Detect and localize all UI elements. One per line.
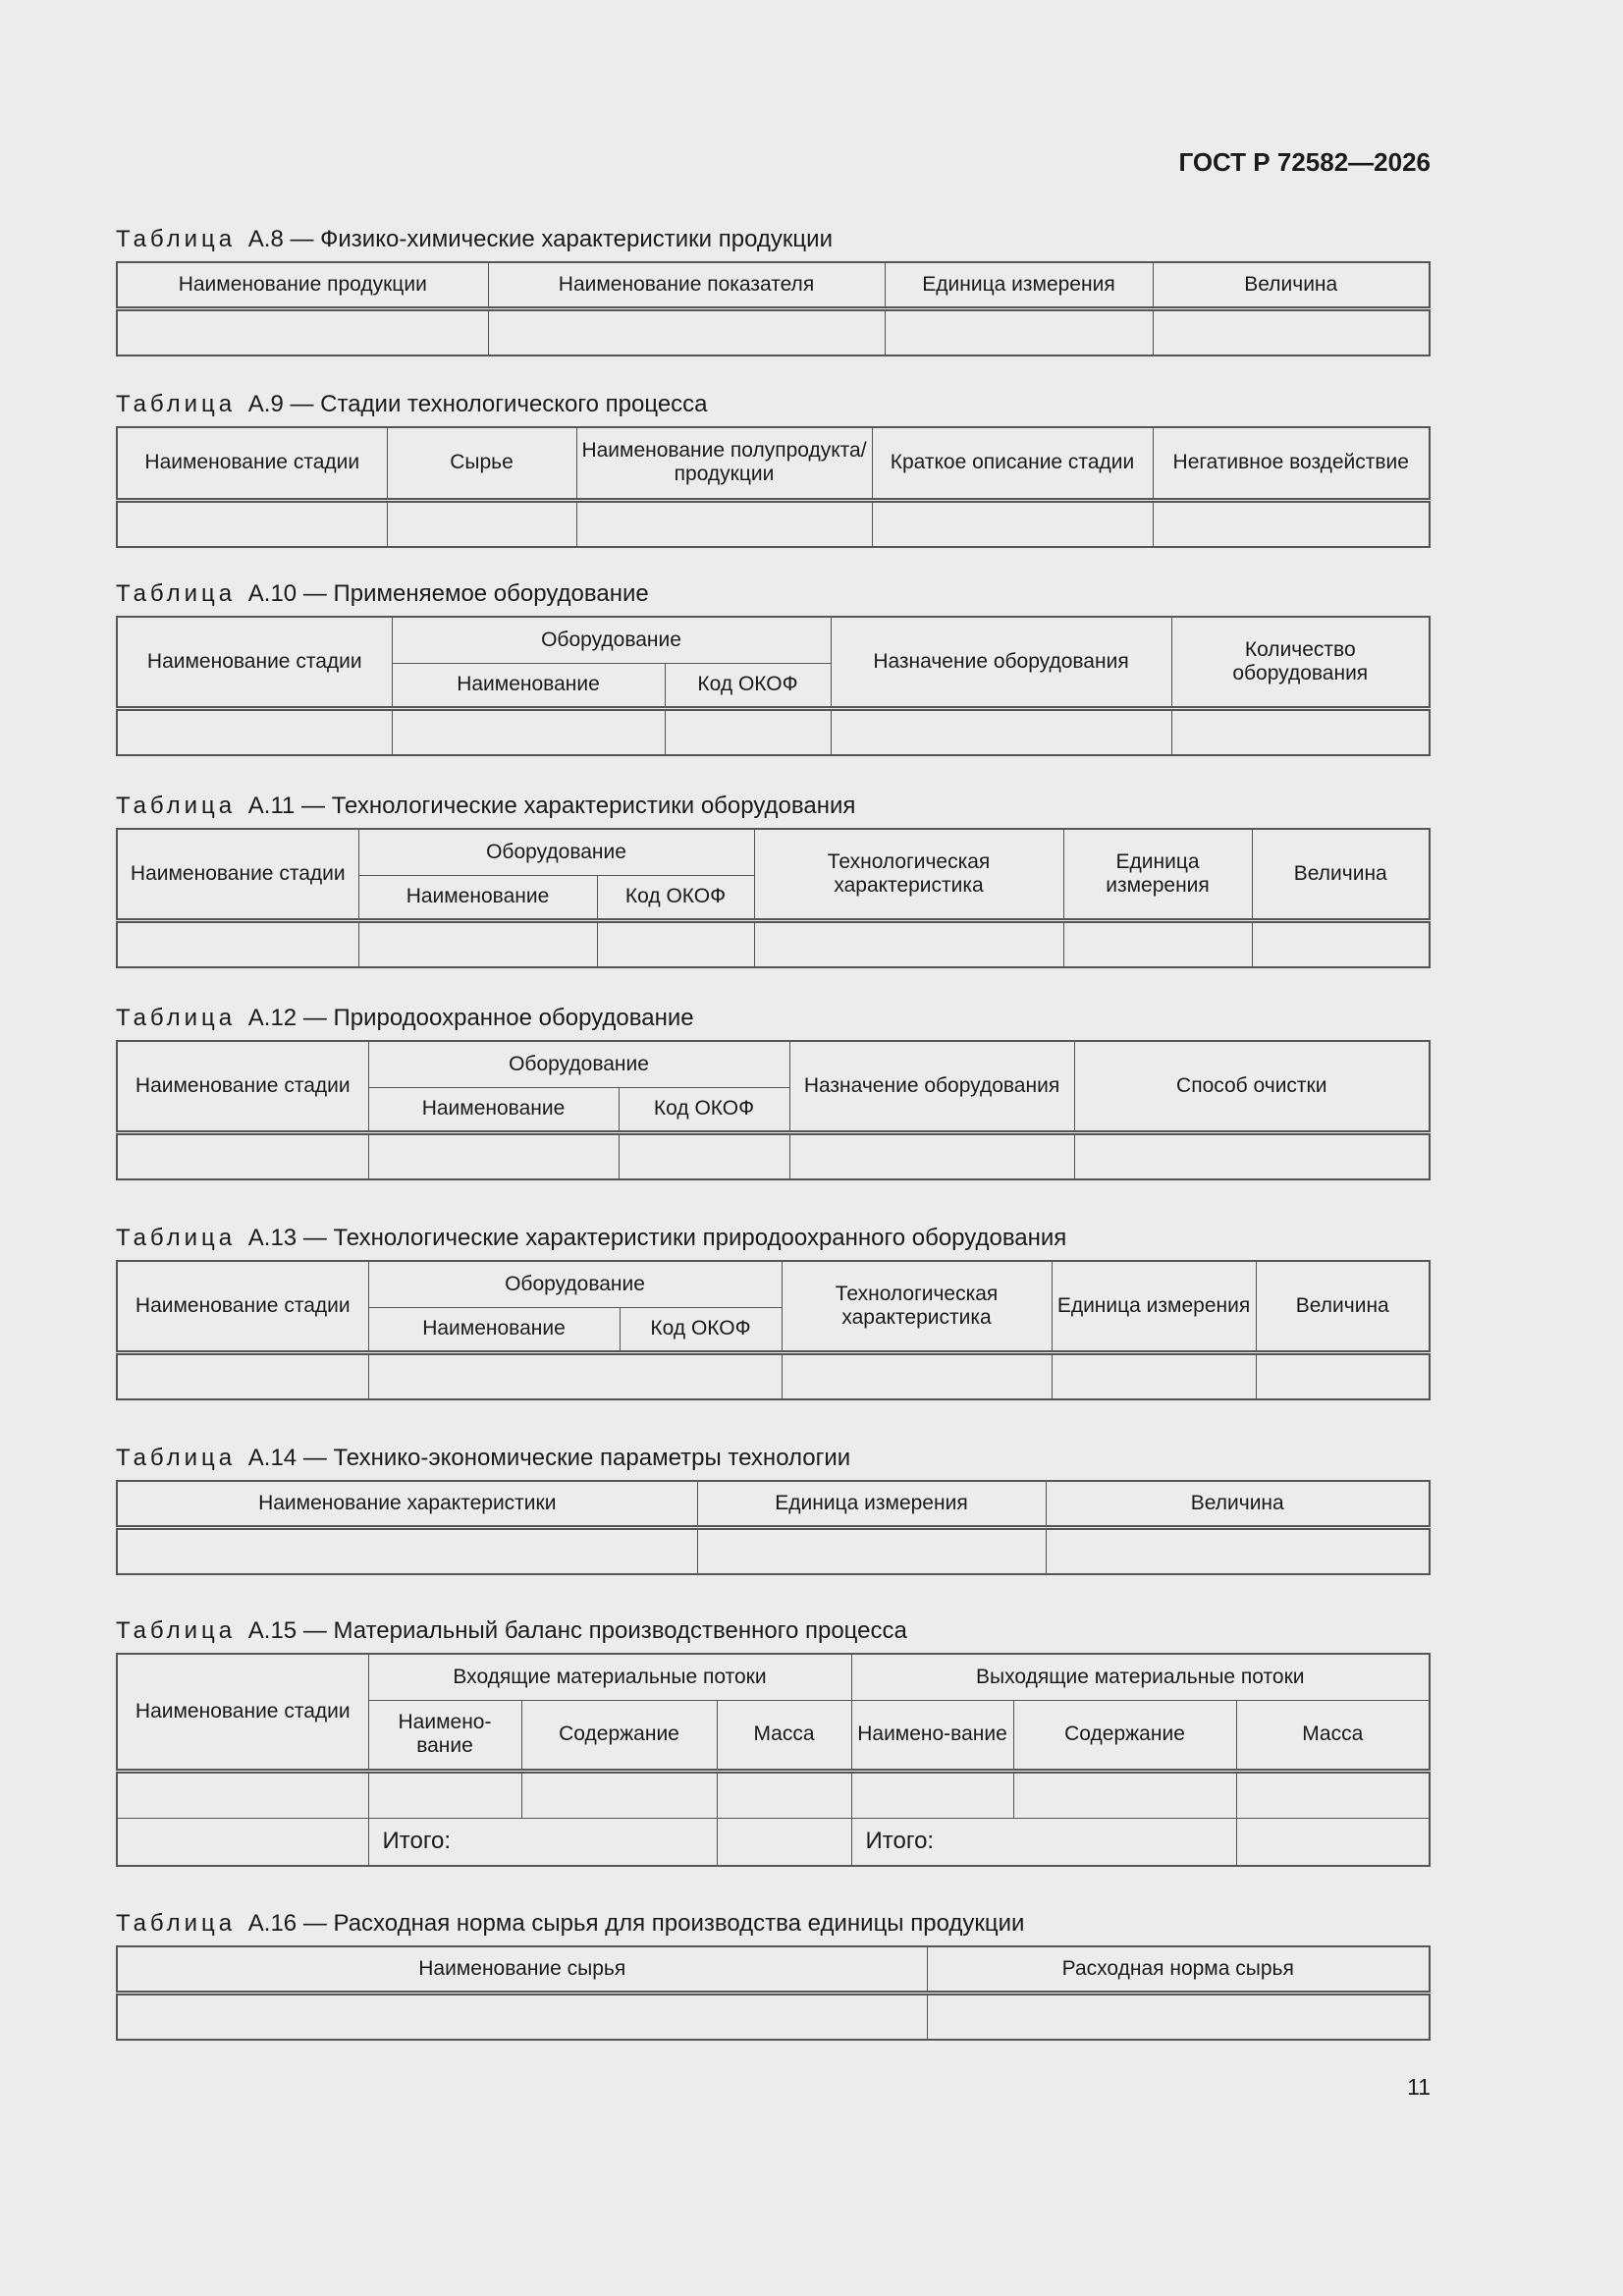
header-cell: Оборудование: [358, 829, 754, 875]
header-cell: Назначение оборудования: [831, 617, 1171, 708]
table-cell[interactable]: [521, 1771, 717, 1818]
table-cell[interactable]: [789, 1132, 1074, 1179]
table-title: — Применяемое оборудование: [302, 580, 649, 607]
table-number: А.11: [247, 793, 296, 819]
table-grid: [116, 1040, 1431, 1180]
table-title: — Материальный баланс производственного процесса: [302, 1617, 907, 1644]
table-number: А.14: [247, 1445, 298, 1471]
table-cell[interactable]: [368, 1132, 619, 1179]
table-cell[interactable]: [117, 708, 392, 755]
table-caption: [116, 1617, 1431, 1645]
table-label: Таблица: [116, 793, 237, 819]
table-cell[interactable]: [387, 500, 576, 547]
table-title: — Технологические характеристики природоохранного оборудования: [302, 1225, 1067, 1251]
table-label: Таблица: [116, 1005, 237, 1031]
table-caption: [116, 793, 1431, 820]
table-caption: [116, 1910, 1431, 1938]
table-number: А.8: [247, 226, 284, 252]
table-title: — Природоохранное оборудование: [302, 1005, 694, 1031]
table-cell[interactable]: [117, 1818, 368, 1866]
header-cell: Наименование: [368, 1307, 620, 1352]
table-caption: [116, 391, 1431, 418]
header-cell: Масса: [1236, 1700, 1430, 1771]
header-cell: Наименование: [392, 663, 665, 708]
header-cell: Код ОКОФ: [619, 1087, 789, 1132]
table-cell[interactable]: [117, 1132, 368, 1179]
header-cell: Наименование стадии: [117, 617, 392, 708]
table-caption: [116, 580, 1431, 608]
header-cell: Назначение оборудования: [789, 1041, 1074, 1132]
table-cell[interactable]: [1074, 1132, 1430, 1179]
header-cell: Наименование стадии: [117, 1261, 368, 1352]
header-cell: Наименование стадии: [117, 427, 387, 500]
table-cell[interactable]: [1236, 1771, 1430, 1818]
header-cell: Расходная норма сырья: [927, 1946, 1430, 1993]
header-cell: Наименование стадии: [117, 1041, 368, 1132]
table-cell[interactable]: [885, 308, 1153, 355]
table-cell[interactable]: [1153, 308, 1430, 355]
table-grid: [116, 1653, 1431, 1867]
table-a14: [116, 1445, 1431, 1575]
total-out-mass-cell[interactable]: [1236, 1818, 1430, 1866]
total-in-label: Итого:: [368, 1818, 717, 1866]
header-cell: Входящие материальные потоки: [368, 1654, 851, 1700]
table-grid: [116, 426, 1431, 548]
table-label: Таблица: [116, 1445, 237, 1471]
table-grid: [116, 1260, 1431, 1400]
table-title: — Технологические характеристики оборудования: [301, 793, 856, 819]
table-a8: [116, 226, 1431, 356]
table-cell[interactable]: [117, 1993, 927, 2040]
table-title: — Технико-экономические параметры технологии: [302, 1445, 851, 1471]
table-number: А.15: [247, 1617, 298, 1644]
total-in-mass-cell[interactable]: [717, 1818, 851, 1866]
header-cell: Масса: [717, 1700, 851, 1771]
table-caption: [116, 1445, 1431, 1472]
table-cell[interactable]: [697, 1527, 1046, 1574]
table-cell[interactable]: [782, 1352, 1052, 1399]
header-cell: Наименование полупродукта/ продукции: [576, 427, 872, 500]
table-a11: [116, 793, 1431, 968]
header-cell: Оборудование: [368, 1261, 782, 1307]
table-a16: [116, 1910, 1431, 2041]
header-cell: Содержание: [1013, 1700, 1236, 1771]
header-cell: Технологическая характеристика: [782, 1261, 1052, 1352]
table-label: Таблица: [116, 1225, 237, 1251]
table-cell[interactable]: [368, 1352, 782, 1399]
table-number: А.13: [247, 1225, 298, 1251]
table-cell[interactable]: [597, 920, 754, 967]
table-cell[interactable]: [1046, 1527, 1430, 1574]
header-cell: Величина: [1256, 1261, 1430, 1352]
table-caption: [116, 226, 1431, 253]
table-cell[interactable]: [1063, 920, 1252, 967]
table-cell[interactable]: [872, 500, 1153, 547]
table-cell[interactable]: [488, 308, 885, 355]
header-cell: Наимено-вание: [851, 1700, 1013, 1771]
table-caption: [116, 1005, 1431, 1032]
table-cell[interactable]: [1256, 1352, 1430, 1399]
table-cell[interactable]: [117, 920, 358, 967]
table-a10: [116, 580, 1431, 756]
table-cell[interactable]: [1013, 1771, 1236, 1818]
table-cell[interactable]: [754, 920, 1063, 967]
table-grid: [116, 261, 1431, 356]
table-cell[interactable]: [717, 1771, 851, 1818]
table-grid: [116, 616, 1431, 756]
header-cell: Наимено-вание: [368, 1700, 521, 1771]
header-cell: Наименование характеристики: [117, 1481, 697, 1527]
header-cell: Код ОКОФ: [620, 1307, 782, 1352]
table-title: — Стадии технологического процесса: [290, 391, 708, 417]
header-cell: Краткое описание стадии: [872, 427, 1153, 500]
header-cell: Негативное воздействие: [1153, 427, 1430, 500]
header-cell: Код ОКОФ: [597, 875, 754, 920]
table-cell[interactable]: [1153, 500, 1430, 547]
table-a12: [116, 1005, 1431, 1180]
table-cell[interactable]: [619, 1132, 789, 1179]
header-cell: Единица измерения: [885, 262, 1153, 308]
header-cell: Единица измерения: [1063, 829, 1252, 920]
total-out-label: Итого:: [851, 1818, 1236, 1866]
header-cell: Величина: [1252, 829, 1430, 920]
header-cell: Наименование показателя: [488, 262, 885, 308]
table-cell[interactable]: [117, 1527, 697, 1574]
table-title: — Физико-химические характеристики продукции: [290, 226, 833, 252]
table-a15: [116, 1617, 1431, 1867]
header-cell: Оборудование: [368, 1041, 789, 1087]
header-cell: Код ОКОФ: [665, 663, 831, 708]
header-cell: Наименование продукции: [117, 262, 488, 308]
header-cell: Количество оборудования: [1171, 617, 1430, 708]
table-cell[interactable]: [392, 708, 665, 755]
table-cell[interactable]: [117, 1352, 368, 1399]
header-cell: Наименование сырья: [117, 1946, 927, 1993]
table-number: А.12: [247, 1005, 298, 1031]
table-grid: [116, 1480, 1431, 1575]
table-grid: [116, 1945, 1431, 2041]
table-number: А.16: [247, 1910, 298, 1937]
table-cell[interactable]: [665, 708, 831, 755]
table-cell[interactable]: [358, 920, 597, 967]
table-grid: [116, 828, 1431, 968]
header-cell: Выходящие материальные потоки: [851, 1654, 1430, 1700]
table-label: Таблица: [116, 1617, 237, 1644]
table-label: Таблица: [116, 226, 237, 252]
header-cell: Содержание: [521, 1700, 717, 1771]
table-cell[interactable]: [831, 708, 1171, 755]
table-a9: [116, 391, 1431, 548]
table-label: Таблица: [116, 580, 237, 607]
table-number: А.9: [247, 391, 284, 417]
table-number: А.10: [247, 580, 298, 607]
table-cell[interactable]: [927, 1993, 1430, 2040]
header-cell: Наименование стадии: [117, 1654, 368, 1771]
header-cell: Единица измерения: [1052, 1261, 1256, 1352]
page-number: 11: [1407, 2074, 1431, 2100]
header-cell: Величина: [1153, 262, 1430, 308]
table-label: Таблица: [116, 1910, 237, 1937]
table-a13: [116, 1225, 1431, 1400]
header-cell: Наименование стадии: [117, 829, 358, 920]
header-cell: Технологическая характеристика: [754, 829, 1063, 920]
document-standard-number: ГОСТ Р 72582—2026: [1178, 147, 1431, 177]
header-cell: Единица измерения: [697, 1481, 1046, 1527]
header-cell: Величина: [1046, 1481, 1430, 1527]
table-label: Таблица: [116, 391, 237, 417]
table-cell[interactable]: [1052, 1352, 1256, 1399]
header-cell: Способ очистки: [1074, 1041, 1430, 1132]
header-cell: Наименование: [368, 1087, 619, 1132]
table-cell[interactable]: [851, 1771, 1013, 1818]
table-title: — Расходная норма сырья для производства единицы продукции: [302, 1910, 1025, 1937]
table-cell[interactable]: [117, 1771, 368, 1818]
table-caption: [116, 1225, 1431, 1252]
table-cell[interactable]: [117, 500, 387, 547]
table-cell[interactable]: [1252, 920, 1430, 967]
table-cell[interactable]: [576, 500, 872, 547]
header-cell: Сырье: [387, 427, 576, 500]
header-cell: Оборудование: [392, 617, 831, 663]
table-cell[interactable]: [117, 308, 488, 355]
table-cell[interactable]: [1171, 708, 1430, 755]
header-cell: Наименование: [358, 875, 597, 920]
table-cell[interactable]: [368, 1771, 521, 1818]
